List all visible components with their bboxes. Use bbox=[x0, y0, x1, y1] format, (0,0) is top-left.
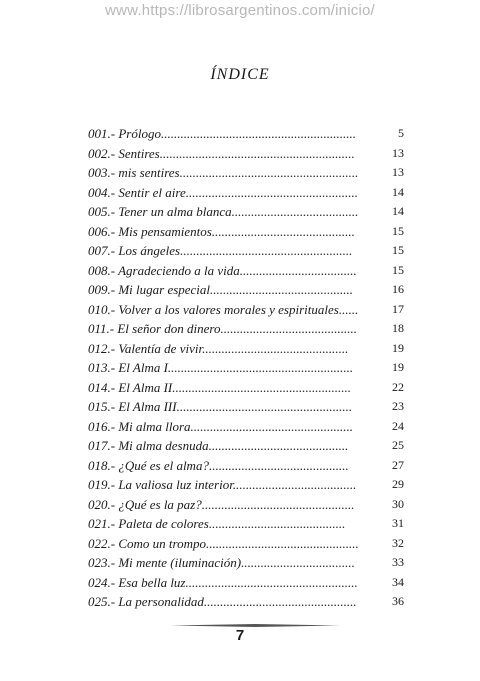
toc-entry-page: 23 bbox=[392, 399, 404, 413]
toc-entry-label: 007.- Los ángeles..................................................... bbox=[88, 243, 353, 258]
toc-entry-label: 009.- Mi lugar especial............................................ bbox=[88, 282, 354, 297]
toc-row bbox=[88, 573, 404, 593]
toc-row bbox=[88, 280, 404, 300]
toc-row bbox=[88, 202, 404, 222]
toc-entry-label: 003.- mis sentires....................................................... bbox=[88, 165, 359, 180]
toc-entry-label: 011.- El señor don dinero.......................................... bbox=[88, 321, 358, 336]
toc-row bbox=[88, 163, 404, 183]
toc-entry-label: 017.- Mi alma desnuda........................................... bbox=[88, 438, 349, 453]
toc-entry-page: 14 bbox=[392, 204, 404, 218]
toc-entry-label: 022.- Como un trompo............................................... bbox=[88, 535, 359, 551]
toc-entry-page: 27 bbox=[392, 457, 404, 472]
toc-row bbox=[88, 534, 404, 554]
toc-row bbox=[88, 495, 404, 515]
toc-entry-page: 22 bbox=[392, 379, 404, 394]
toc-row bbox=[88, 397, 404, 417]
toc-entry-page: 15 bbox=[392, 262, 404, 277]
toc-entry-label: 004.- Sentir el aire..................................................... bbox=[88, 184, 358, 200]
toc-entry-label: 020.- ¿Qué es la paz?............................................... bbox=[88, 496, 355, 512]
toc-entry-page: 17 bbox=[392, 301, 404, 316]
toc-entry-label: 024.- Esa bella luz..................................................... bbox=[88, 574, 358, 590]
toc-entry-label: 018.- ¿Qué es el alma?........................................... bbox=[88, 457, 349, 473]
toc-entry-page: 32 bbox=[392, 535, 404, 550]
toc-row bbox=[88, 553, 404, 573]
toc-entry-label: 015.- El Alma III...................................................... bbox=[88, 399, 353, 414]
toc-row bbox=[88, 241, 404, 261]
toc-entry-page: 30 bbox=[392, 496, 404, 511]
toc-entry-page: 15 bbox=[392, 243, 404, 257]
toc-row bbox=[88, 261, 404, 281]
toc-entry-label: 013.- El Alma I......................................................... bbox=[88, 360, 354, 375]
toc-entry-page: 15 bbox=[392, 223, 404, 238]
toc-row bbox=[88, 417, 404, 437]
table-of-contents bbox=[88, 124, 404, 612]
toc-entry-page: 25 bbox=[392, 438, 404, 452]
toc-row bbox=[88, 339, 404, 359]
toc-entry-page: 16 bbox=[392, 282, 404, 296]
toc-entry-label: 014.- El Alma II....................................................... bbox=[88, 379, 351, 395]
toc-entry-label: 008.- Agradeciendo a la vida.................................... bbox=[88, 262, 357, 278]
toc-row bbox=[88, 124, 404, 144]
toc-entry-page: 14 bbox=[392, 184, 404, 199]
toc-entry-page: 5 bbox=[398, 126, 404, 140]
toc-row bbox=[88, 436, 404, 456]
toc-entry-page: 13 bbox=[392, 145, 404, 160]
toc-entry-label: 016.- Mi alma llora.................................................. bbox=[88, 418, 354, 434]
toc-row bbox=[88, 319, 404, 339]
toc-entry-label: 019.- La valiosa luz interior...................................... bbox=[88, 477, 357, 492]
toc-entry-label: 005.- Tener un alma blanca....................................... bbox=[88, 204, 359, 219]
toc-entry-label: 006.- Mis pensamientos............................................ bbox=[88, 223, 355, 239]
toc-row bbox=[88, 183, 404, 203]
toc-row bbox=[88, 514, 404, 534]
page-title: ÍNDICE bbox=[210, 66, 270, 83]
toc-entry-page: 34 bbox=[392, 574, 404, 589]
page-number: 7 bbox=[235, 627, 245, 644]
toc-row bbox=[88, 456, 404, 476]
toc-entry-label: 002.- Sentires............................................................ bbox=[88, 145, 355, 161]
toc-row bbox=[88, 222, 404, 242]
toc-entry-page: 19 bbox=[392, 340, 404, 355]
toc-entry-label: 025.- La personalidad............................................... bbox=[88, 594, 357, 609]
toc-entry-page: 31 bbox=[392, 516, 404, 530]
toc-entry-page: 19 bbox=[392, 360, 404, 374]
toc-entry-label: 010.- Volver a los valores morales y espirituales...... bbox=[88, 301, 359, 317]
toc-entry-label: 012.- Valentía de vivir............................................. bbox=[88, 340, 349, 356]
toc-row bbox=[88, 358, 404, 378]
toc-entry-label: 021.- Paleta de colores.......................................... bbox=[88, 516, 346, 531]
toc-entry-page: 24 bbox=[392, 418, 404, 433]
toc-row bbox=[88, 300, 404, 320]
toc-entry-page: 18 bbox=[392, 321, 404, 335]
toc-row bbox=[88, 592, 404, 612]
toc-row bbox=[88, 144, 404, 164]
toc-entry-label: 001.- Prólogo............................................................ bbox=[88, 126, 356, 141]
toc-entry-label: 023.- Mi mente (iluminación)................................... bbox=[88, 555, 355, 570]
toc-row bbox=[88, 378, 404, 398]
toc-entry-page: 36 bbox=[392, 594, 404, 608]
toc-entry-page: 13 bbox=[392, 165, 404, 179]
toc-entry-page: 33 bbox=[392, 555, 404, 569]
watermark-url: www.https://librosargentinos.com/inicio/ bbox=[105, 2, 375, 19]
toc-row bbox=[88, 475, 404, 495]
toc-entry-page: 29 bbox=[392, 477, 404, 491]
